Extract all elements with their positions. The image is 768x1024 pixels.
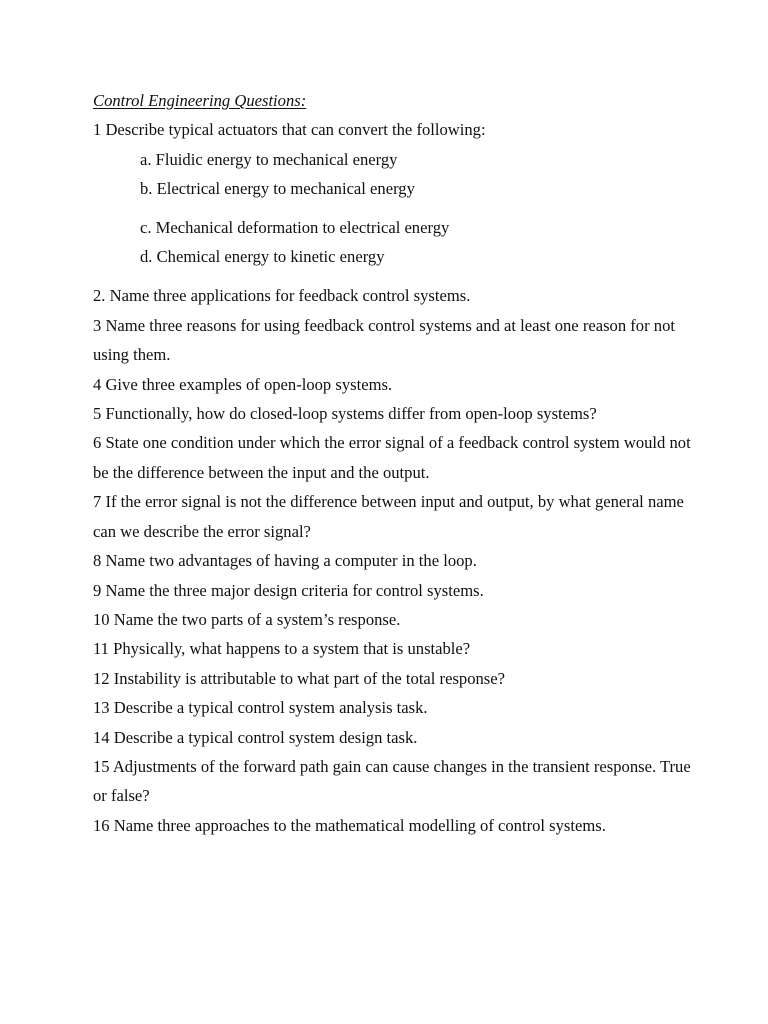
question-2: 2. Name three applications for feedback control systems. [93, 286, 471, 306]
question-7: 7 If the error signal is not the difference between input and output, by what general name can we describe the error signal? [93, 492, 684, 541]
question-1: 1 Describe typical actuators that can convert the following: [93, 120, 486, 140]
question-16: 16 Name three approaches to the mathematical modelling of control systems. [93, 815, 606, 835]
question-1-part-d: d. Chemical energy to kinetic energy [140, 247, 385, 267]
document-title: Control Engineering Questions: [93, 91, 307, 110]
question-3: 3 Name three reasons for using feedback control systems and at least one reason for not using them. [93, 315, 675, 365]
question-9: 9 Name the three major design criteria for control systems. [93, 580, 484, 600]
question-14: 14 Describe a typical control system design task. [93, 727, 418, 747]
document-body [93, 86, 693, 840]
question-1-parts [93, 145, 693, 272]
question-12: 12 Instability is attributable to what part of the total response? [93, 668, 505, 688]
question-1-part-c: c. Mechanical deformation to electrical energy [140, 217, 450, 237]
question-10: 10 Name the two parts of a system’s response. [93, 609, 401, 629]
question-1-part-a: a. Fluidic energy to mechanical energy [140, 149, 398, 169]
question-11: 11 Physically, what happens to a system that is unstable? [93, 639, 471, 659]
question-8: 8 Name two advantages of having a computer in the loop. [93, 551, 477, 571]
question-4: 4 Give three examples of open-loop systems. [93, 374, 393, 394]
question-15: 15 Adjustments of the forward path gain can cause changes in the transient response. True or false? [93, 756, 691, 806]
question-6: 6 State one condition under which the error signal of a feedback control system would not be the difference between the input and the output. [93, 433, 691, 482]
question-5: 5 Functionally, how do closed-loop systems differ from open-loop systems? [93, 404, 597, 424]
question-13: 13 Describe a typical control system analysis task. [93, 698, 428, 718]
question-1-part-b: b. Electrical energy to mechanical energy [140, 179, 415, 199]
